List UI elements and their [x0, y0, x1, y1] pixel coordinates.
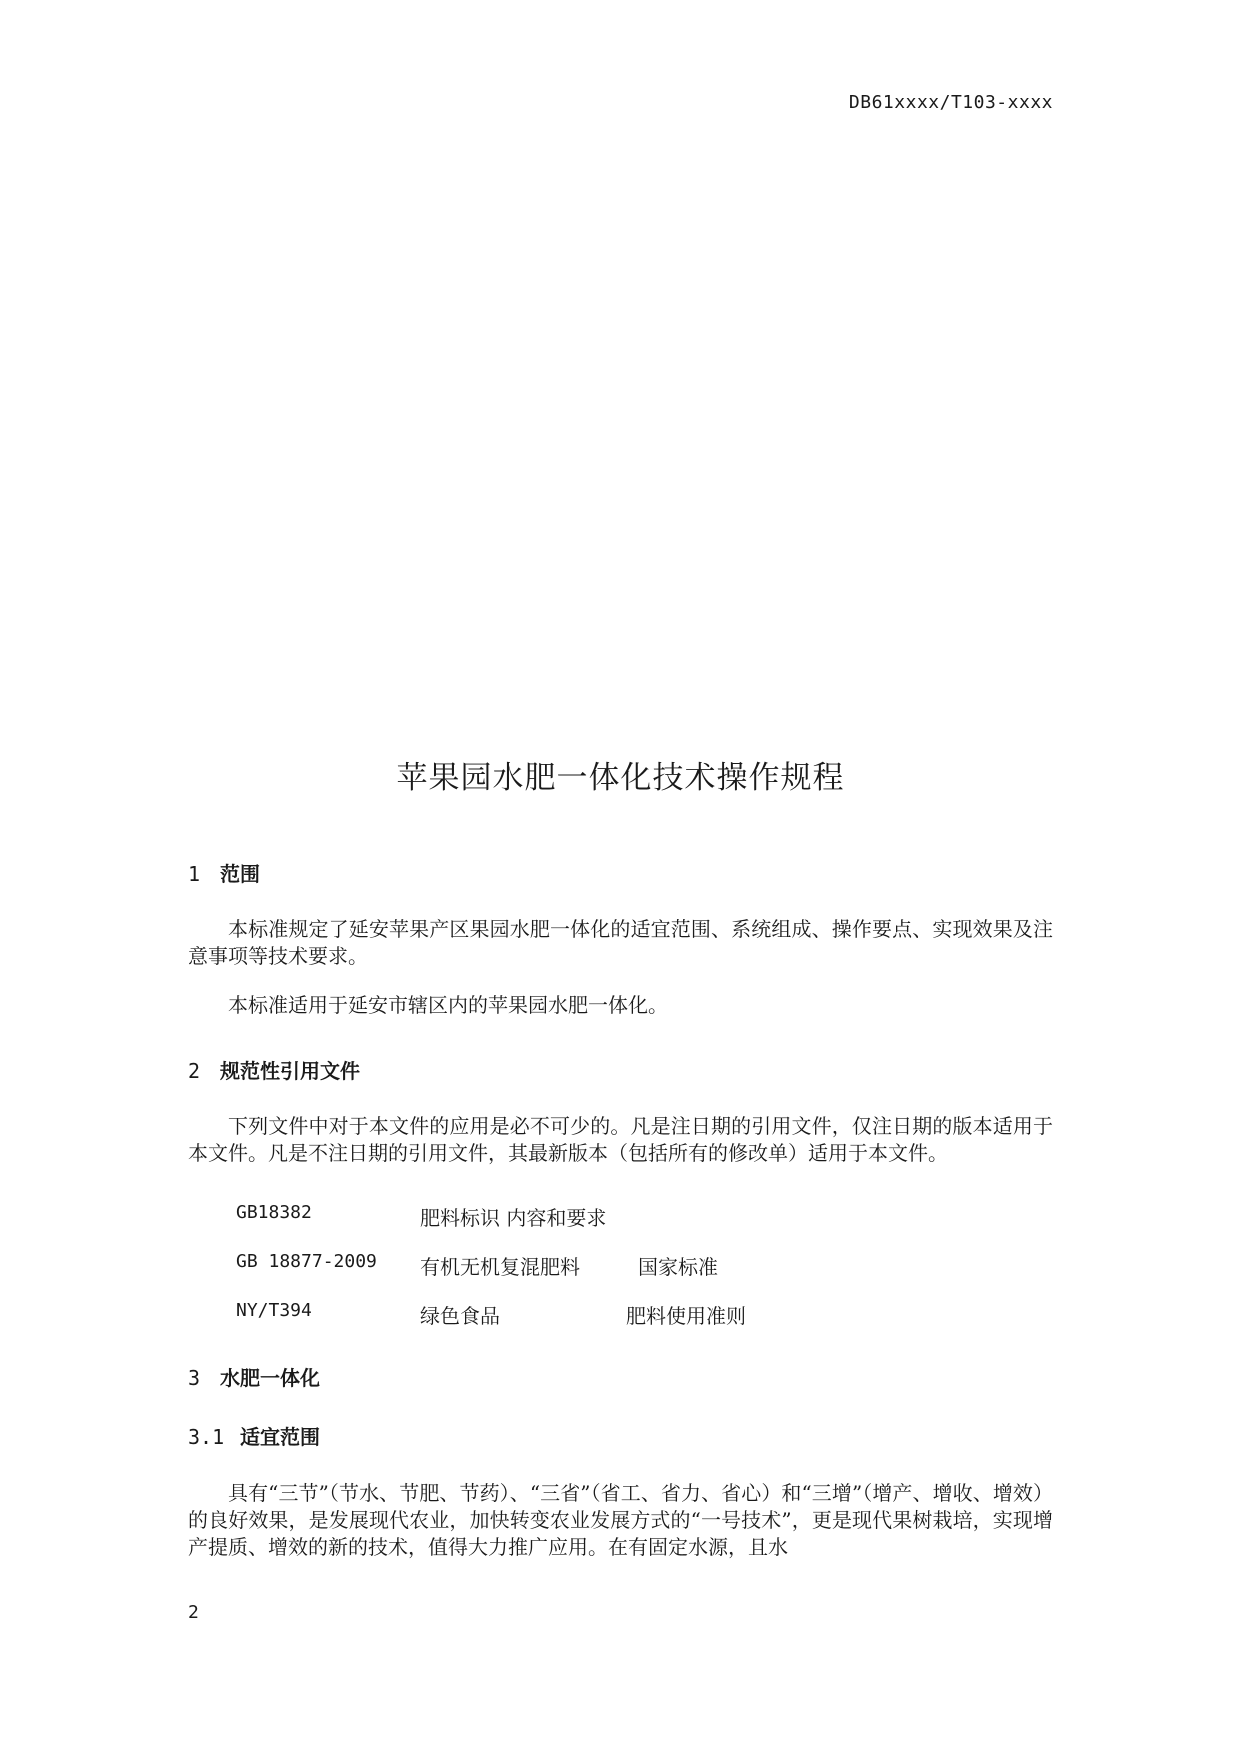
section-number: 2	[188, 1059, 201, 1083]
section-number: 3	[188, 1366, 201, 1390]
section-title: 规范性引用文件	[220, 1059, 360, 1083]
reference-code: GB 18877-2009	[236, 1251, 377, 1272]
section-3-1-paragraph-1: 具有“三节”（节水、节肥、节药）、“三省”（省工、省力、省心）和“三增”（增产、增收、增效）的良好效果，是发展现代农业，加快转变农业发展方式的“一号技术”，更是现代果树栽培，实现增产提质、增效的新的技术，值得大力推广应用。在有固定水源，且水	[188, 1481, 1053, 1559]
reference-code: NY/T394	[236, 1300, 312, 1321]
section-1-heading	[188, 858, 260, 887]
document-title: 苹果园水肥一体化技术操作规程	[396, 760, 845, 796]
section-3-heading	[188, 1362, 320, 1391]
section-title: 范围	[220, 862, 260, 886]
subsection-number: 3.1	[188, 1425, 225, 1449]
document-code: DB61xxxx/T103-xxxx	[848, 92, 1053, 113]
section-number: 1	[188, 862, 201, 886]
section-1-paragraph-2: 本标准适用于延安市辖区内的苹果园水肥一体化。	[228, 993, 668, 1017]
section-1-paragraph-1: 本标准规定了延安苹果产区果园水肥一体化的适宜范围、系统组成、操作要点、实现效果及注意事项等技术要求。	[188, 917, 1053, 968]
reference-code: GB18382	[236, 1202, 312, 1223]
section-2-paragraph-1: 下列文件中对于本文件的应用是必不可少的。凡是注日期的引用文件，仅注日期的版本适用于本文件。凡是不注日期的引用文件，其最新版本（包括所有的修改单）适用于本文件。	[188, 1114, 1053, 1165]
page-number: 2	[188, 1602, 199, 1623]
section-title: 水肥一体化	[220, 1366, 320, 1390]
reference-note: 肥料使用准则	[626, 1304, 746, 1328]
section-3-1-heading	[188, 1421, 320, 1450]
section-2-heading	[188, 1055, 360, 1084]
subsection-title: 适宜范围	[240, 1425, 320, 1449]
reference-note: 国家标准	[638, 1255, 718, 1279]
reference-title: 肥料标识 内容和要求	[420, 1206, 607, 1230]
reference-title: 有机无机复混肥料	[420, 1255, 580, 1279]
reference-title: 绿色食品	[420, 1304, 500, 1328]
